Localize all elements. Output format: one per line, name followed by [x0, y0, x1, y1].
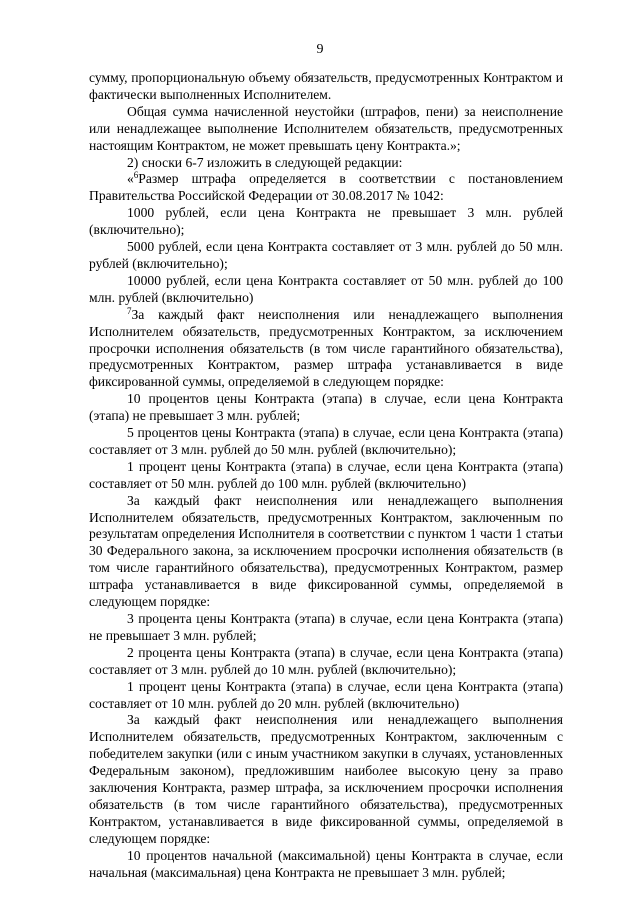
paragraph — [89, 611, 563, 645]
paragraph-text: 1000 рублей, если цена Контракта не превышает 3 млн. рублей (включительно); — [89, 205, 563, 238]
paragraph-text: За каждый факт неисполнения или ненадлежащего выполнения Исполнителем обязательств, предусмотренных Контрактом, заключенным по результатам определения Исполнителя в соответствии с пунктом 1 части 1 статьи 30 Федерального закона, за исключением просрочки исполнения обязательств (в том числе гарантийного обязательства), предусмотренных Контрактом, размер штрафа устанавливается в виде фиксированной суммы, определяемой в следующем порядке: — [89, 492, 563, 610]
paragraph — [89, 171, 563, 205]
paragraph — [89, 155, 563, 172]
footnote-marker: 6 — [133, 170, 139, 181]
paragraph — [89, 273, 563, 307]
paragraph — [89, 459, 563, 493]
paragraph — [89, 239, 563, 273]
paragraph-text: 2 процента цены Контракта (этапа) в случае, если цена Контракта (этапа) составляет от 3 млн. рублей до 10 млн. рублей (включительно); — [89, 644, 563, 677]
footnote-marker: 7 — [127, 305, 132, 316]
paragraph-text: сумму, пропорциональную объему обязательств, предусмотренных Контрактом и фактически выполненных Исполнителем. — [89, 70, 563, 102]
paragraph-text: 3 процента цены Контракта (этапа) в случае, если цена Контракта (этапа) не превышает 3 млн. рублей; — [89, 611, 563, 643]
paragraph-text: 10000 рублей, если цена Контракта составляет от 50 млн. рублей до 100 млн. рублей (включительно) — [89, 272, 563, 305]
paragraph-text: За каждый факт неисполнения или ненадлежащего выполнения Исполнителем обязательств, предусмотренных Контрактом, за исключением просрочки исполнения обязательств (в том числе гарантийного обязательства), предусмотренных Контрактом, размер штрафа устанавливается в виде фиксированной суммы, определяемой в следующем порядке: — [89, 306, 563, 390]
paragraph-text: 5000 рублей, если цена Контракта составляет от 3 млн. рублей до 50 млн. рублей (включительно); — [89, 239, 563, 271]
paragraph — [89, 712, 563, 847]
paragraph — [89, 307, 563, 392]
paragraph-text: За каждый факт неисполнения или ненадлежащего выполнения Исполнителем обязательств, предусмотренных Контрактом, заключенным с победителем закупки (или с иным участником закупки в случаях, установленных Федеральным законом), предложившим наиболее высокую цену за право заключения Контракта, размер штрафа, за исключением просрочки исполнения обязательств (в том числе гарантийного обязательства), предусмотренных Контрактом, устанавливается в виде фиксированной суммы, определяемой в следующем порядке: — [89, 712, 563, 846]
paragraph-text: Общая сумма начисленной неустойки (штрафов, пени) за неисполнение или ненадлежащее выполнение Исполнителем обязательств, предусмотренных настоящим Контрактом, не может превышать цену Контракта.»; — [89, 103, 563, 153]
paragraph-text: 1 процент цены Контракта (этапа) в случае, если цена Контракта (этапа) составляет от 50 млн. рублей до 100 млн. рублей (включительно) — [89, 458, 563, 491]
paragraph — [89, 391, 563, 425]
paragraph-text: 10 процентов начальной (максимальной) цены Контракта в случае, если начальная (максимальная) цена Контракта не превышает 3 млн. рублей; — [89, 847, 563, 880]
paragraph — [89, 493, 563, 611]
paragraph — [89, 104, 563, 155]
paragraph-text: Размер штрафа определяется в соответствии с постановлением Правительства Российской Федерации от 30.08.2017 № 1042: — [89, 171, 563, 204]
paragraph-text: 1 процент цены Контракта (этапа) в случае, если цена Контракта (этапа) составляет от 10 млн. рублей до 20 млн. рублей (включительно) — [89, 678, 563, 711]
paragraph — [89, 645, 563, 679]
paragraph — [89, 425, 563, 459]
paragraph — [89, 679, 563, 713]
quote-mark: « — [127, 171, 134, 187]
document-body — [89, 70, 563, 882]
paragraph — [89, 70, 563, 104]
paragraph-text: 10 процентов цены Контракта (этапа) в случае, если цена Контракта (этапа) не превышает 3 млн. рублей; — [89, 391, 563, 424]
page-number: 9 — [316, 42, 324, 57]
paragraph-text: 5 процентов цены Контракта (этапа) в случае, если цена Контракта (этапа) составляет от 3 млн. рублей до 50 млн. рублей (включительно); — [89, 425, 563, 457]
paragraph-text: 2) сноски 6-7 изложить в следующей редакции: — [127, 154, 403, 170]
paragraph — [89, 205, 563, 239]
paragraph — [89, 848, 563, 882]
